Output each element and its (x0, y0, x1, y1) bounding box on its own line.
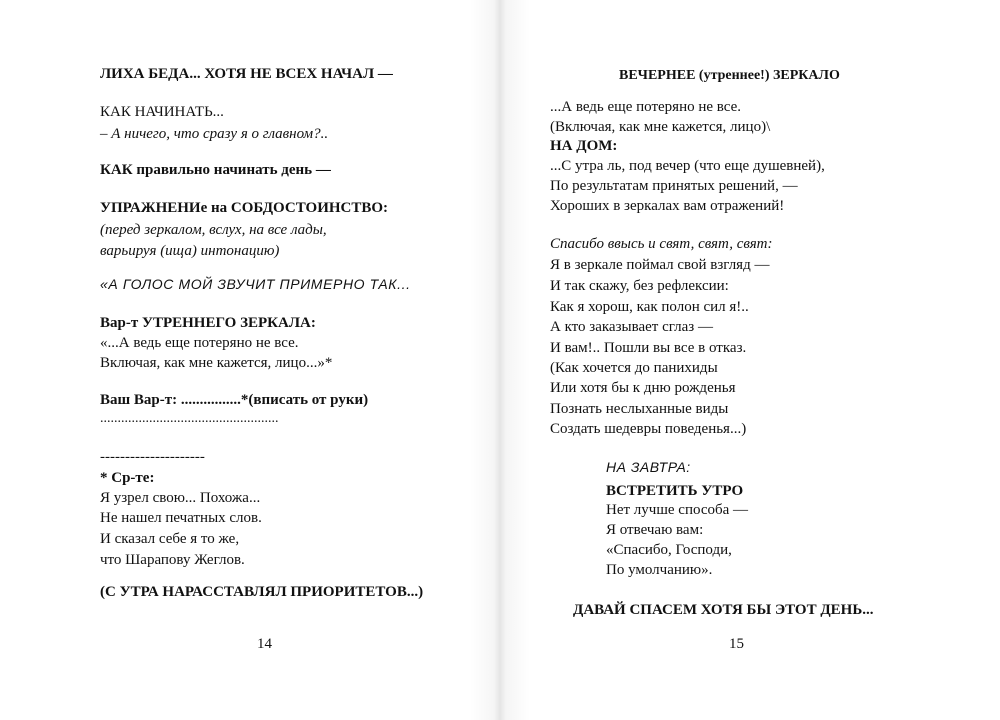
right-line-2: (Включая, как мне кажется, лицо)\ (550, 119, 771, 135)
voice-line: «А ГОЛОС МОЙ ЗВУЧИТ ПРИМЕРНО ТАК... (100, 276, 411, 292)
your-variant: Ваш Вар-т: ................*(вписать от руки) (100, 392, 369, 408)
footnote-line: И сказал себе я то же, (100, 531, 240, 547)
question-line: – А ничего, что сразу я о главном?.. (100, 126, 329, 142)
dotted-line: ................................................... (100, 411, 279, 426)
right-line-3: ...С утра ль, под вечер (что еще душевней), (550, 158, 825, 174)
poem-line: Как я хорош, как полон сил я!.. (550, 299, 749, 315)
right-line-4: По результатам принятых решений, — (550, 178, 798, 194)
right-line-5: Хороших в зеркалах вам отражений! (550, 198, 785, 214)
answer-line: «Спасибо, Господи, (606, 542, 732, 558)
variant-line-1: «...А ведь еще потеряно не все. (100, 335, 299, 351)
thanks-line: Спасибо ввысь и свят, свят, свят: (550, 236, 773, 252)
footnote-line: Я узрел свою... Похожа... (100, 490, 261, 506)
right-page (500, 0, 1000, 720)
exercise-note-1: (перед зеркалом, вслух, на все лады, (100, 222, 327, 238)
footnote-line: что Шарапову Жеглов. (100, 552, 245, 568)
meet-morning: ВСТРЕТИТЬ УТРО (606, 483, 744, 499)
left-closing: (С УТРА НАРАССТАВЛЯЛ ПРИОРИТЕТОВ...) (100, 584, 424, 600)
right-line-1: ...А ведь еще потеряно не все. (550, 99, 742, 115)
footnote-line: Не нашел печатных слов. (100, 510, 262, 526)
variant-title: Вар-т УТРЕННЕГО ЗЕРКАЛА: (100, 315, 316, 331)
tomorrow-label: НА ЗАВТРА: (606, 459, 691, 475)
running-head: ВЕЧЕРНЕЕ (утреннее!) ЗЕРКАЛО (619, 68, 840, 83)
answer-line: Нет лучше способа — (606, 502, 749, 518)
poem-line: Познать неслыханные виды (550, 401, 729, 417)
right-closing: ДАВАЙ СПАСЕМ ХОТЯ БЫ ЭТОТ ДЕНЬ... (573, 602, 874, 618)
exercise-title: УПРАЖНЕНИе на СОБДОСТОИНСТВО: (100, 200, 389, 216)
poem-line: И так скажу, без рефлексии: (550, 278, 729, 294)
poem-line: Или хотя бы к дню рожденья (550, 380, 736, 396)
left-heading: ЛИХА БЕДА... ХОТЯ НЕ ВСЕХ НАЧАЛ — (100, 66, 393, 82)
variant-line-2: Включая, как мне кажется, лицо...»* (100, 355, 333, 371)
exercise-note-2: варьируя (ища) интонацию) (100, 243, 280, 259)
answer-line: По умолчанию». (606, 562, 713, 578)
footnote-divider: --------------------- (100, 449, 205, 465)
poem-line: (Как хочется до панихиды (550, 360, 718, 376)
answer-line: Я отвечаю вам: (606, 522, 704, 538)
how-to-start-day: КАК правильно начинать день — (100, 162, 331, 178)
poem-line: Я в зеркале поймал свой взгляд — (550, 257, 770, 273)
page-number-left: 14 (257, 636, 272, 652)
poem-line: Создать шедевры поведенья...) (550, 421, 747, 437)
poem-line: А кто заказывает сглаз — (550, 319, 713, 335)
homework-label: НА ДОМ: (550, 138, 618, 154)
poem-line: И вам!.. Пошли вы все в отказ. (550, 340, 747, 356)
footnote-label: * Ср-те: (100, 470, 155, 486)
page-number-right: 15 (729, 636, 744, 652)
how-to-begin-heading: КАК НАЧИНАТЬ... (100, 104, 224, 120)
